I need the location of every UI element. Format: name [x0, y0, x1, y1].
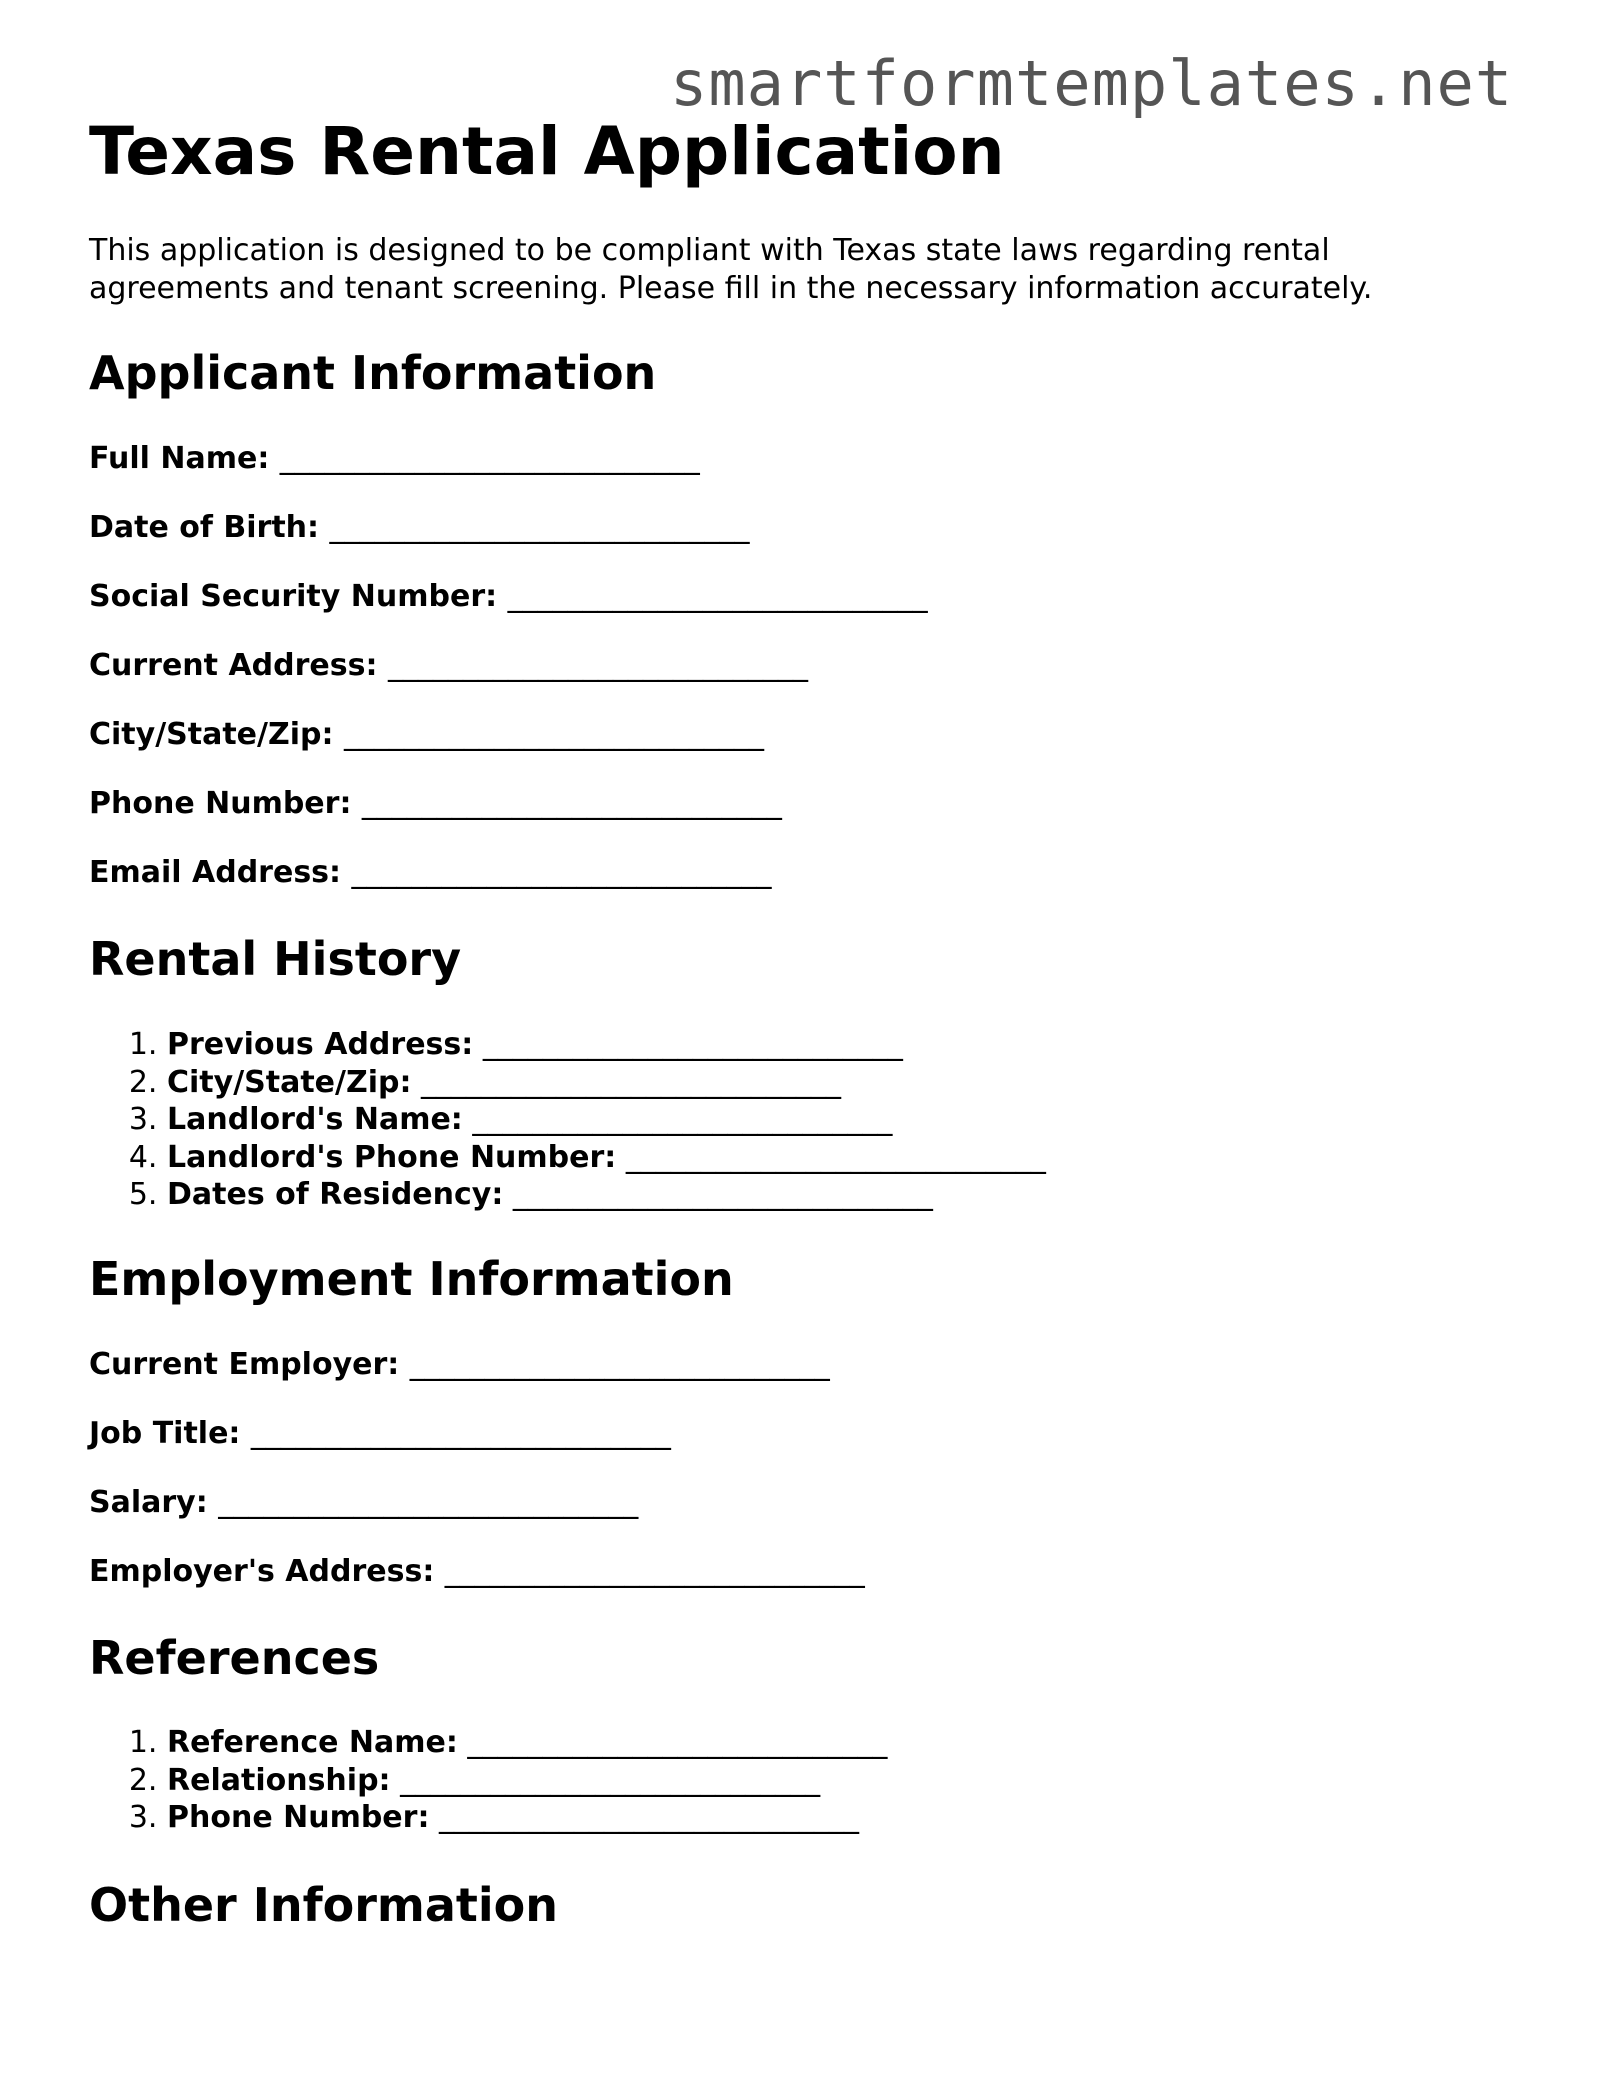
- field-blank-line[interactable]: ____________________________: [482, 1027, 903, 1062]
- employment-information-heading: Employment Information: [89, 1252, 734, 1306]
- field-blank-line[interactable]: ____________________________: [512, 1177, 933, 1212]
- field-employer-address[interactable]: [89, 1553, 865, 1591]
- field-blank-line[interactable]: ____________________________: [444, 1554, 865, 1589]
- field-blank-line[interactable]: ____________________________: [361, 786, 782, 821]
- field-full-name[interactable]: [89, 440, 700, 478]
- references-list: [89, 1724, 887, 1837]
- field-label: Current Address:: [89, 648, 378, 683]
- field-blank-line[interactable]: ____________________________: [279, 441, 700, 476]
- field-phone-number[interactable]: [89, 785, 782, 823]
- field-salary[interactable]: [89, 1484, 638, 1522]
- field-label: Email Address:: [89, 855, 342, 890]
- field-blank-line[interactable]: ____________________________: [409, 1347, 830, 1382]
- field-label: City/State/Zip:: [167, 1064, 412, 1100]
- list-item-reference-name[interactable]: [167, 1724, 887, 1762]
- field-city-state-zip[interactable]: [89, 716, 764, 754]
- field-social-security-number[interactable]: [89, 578, 928, 616]
- field-blank-line[interactable]: ____________________________: [467, 1725, 888, 1760]
- field-label: Social Security Number:: [89, 579, 498, 614]
- field-label: City/State/Zip:: [89, 717, 334, 752]
- page-title: Texas Rental Application: [89, 113, 1005, 190]
- field-label: Dates of Residency:: [167, 1177, 504, 1212]
- applicant-information-heading: Applicant Information: [89, 346, 657, 400]
- field-blank-line[interactable]: ____________________________: [421, 1064, 842, 1100]
- rental-history-heading: Rental History: [89, 932, 462, 986]
- field-label: Previous Address:: [167, 1027, 474, 1062]
- field-current-address[interactable]: [89, 647, 808, 685]
- field-label: Employer's Address:: [89, 1554, 435, 1589]
- references-heading: References: [89, 1631, 380, 1685]
- field-email-address[interactable]: [89, 854, 771, 892]
- field-date-of-birth[interactable]: [89, 509, 749, 547]
- field-label: Salary:: [89, 1485, 208, 1520]
- field-blank-line[interactable]: ____________________________: [472, 1102, 893, 1137]
- list-item-relationship[interactable]: [167, 1762, 887, 1800]
- field-label: Landlord's Phone Number:: [167, 1139, 617, 1175]
- field-blank-line[interactable]: ____________________________: [387, 648, 808, 683]
- field-blank-line[interactable]: ____________________________: [507, 579, 928, 614]
- field-blank-line[interactable]: ____________________________: [625, 1139, 1046, 1175]
- field-label: Job Title:: [89, 1416, 241, 1451]
- list-item-city-state-zip[interactable]: [167, 1064, 1046, 1102]
- field-label: Full Name:: [89, 441, 270, 476]
- field-label: Phone Number:: [89, 786, 352, 821]
- field-current-employer[interactable]: [89, 1346, 830, 1384]
- watermark-text: smartformtemplates.net: [670, 47, 1514, 120]
- field-blank-line[interactable]: ____________________________: [250, 1416, 671, 1451]
- field-job-title[interactable]: [89, 1415, 671, 1453]
- field-blank-line[interactable]: ____________________________: [351, 855, 772, 890]
- list-item-landlord-name[interactable]: [167, 1101, 1046, 1139]
- list-item-phone-number[interactable]: [167, 1799, 887, 1837]
- field-blank-line[interactable]: ____________________________: [343, 717, 764, 752]
- field-blank-line[interactable]: ____________________________: [439, 1800, 859, 1835]
- field-blank-line[interactable]: ____________________________: [329, 510, 750, 545]
- field-blank-line[interactable]: ____________________________: [400, 1762, 821, 1798]
- field-label: Current Employer:: [89, 1347, 400, 1382]
- intro-paragraph: This application is designed to be compliant with Texas state laws regarding rental agreements and tenant screening. Please fill in the necessary information accurately.: [89, 233, 1373, 306]
- rental-history-list: [89, 1026, 1046, 1214]
- field-label: Landlord's Name:: [167, 1102, 463, 1137]
- field-label: Reference Name:: [167, 1725, 458, 1760]
- list-item-landlord-phone-number[interactable]: [167, 1139, 1046, 1177]
- other-information-heading: Other Information: [89, 1878, 558, 1932]
- field-label: Relationship:: [167, 1762, 391, 1798]
- field-label: Phone Number:: [167, 1800, 430, 1835]
- field-blank-line[interactable]: ____________________________: [218, 1485, 639, 1520]
- list-item-dates-of-residency[interactable]: [167, 1176, 1046, 1214]
- list-item-previous-address[interactable]: [167, 1026, 1046, 1064]
- field-label: Date of Birth:: [89, 510, 320, 545]
